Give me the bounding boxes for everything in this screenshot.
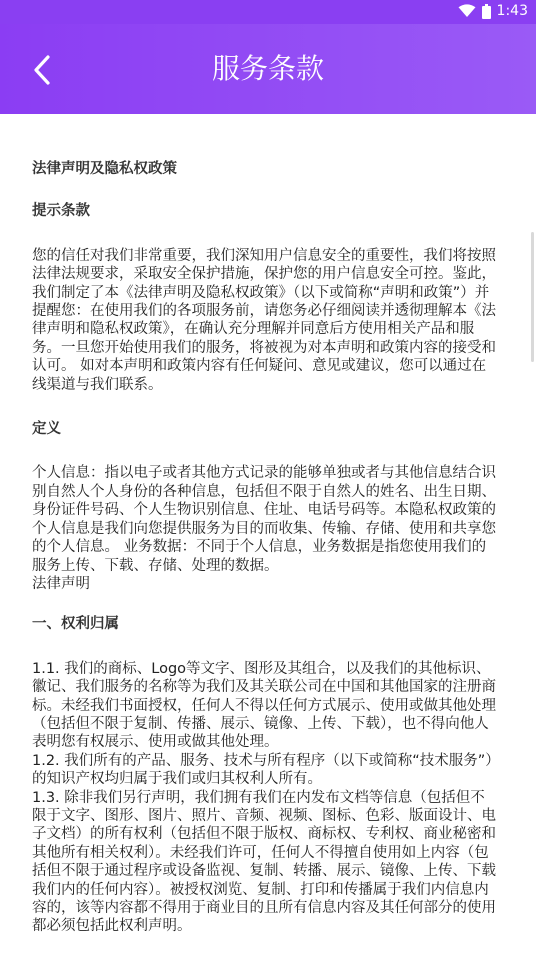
heading-legal-privacy: 法律声明及隐私权政策 [32, 161, 177, 177]
app-bar [0, 24, 536, 114]
terms-content[interactable] [0, 114, 536, 953]
paragraph-1-2: 1.2. 我们所有的产品、服务、技术与所有程序（以下或简称“技术服务”）的知识产权均归属于我们或归其权利人所有。 [32, 752, 493, 788]
page-title: 服务条款 [211, 52, 324, 85]
scrollbar[interactable] [531, 232, 534, 362]
heading-tips: 提示条款 [32, 203, 90, 220]
heading-ownership: 一、权利归属 [32, 616, 119, 633]
heading-definitions: 定义 [32, 421, 61, 438]
paragraph-definitions: 个人信息：指以电子或者其他方式记录的能够单独或者与其他信息结合识别自然人个人身份的各种信息，包括但不限于自然人的姓名、出生日期、身份证件号码、个人生物识别信息、住址、电话号码等。本隐私权政策的个人信息是我们向您提供服务为目的而收集、传输、存储、使用和共享您的个人信息。 业务数据：不同于个人信息，业务数据是指您使用我们的服务上传、下载、存储、处理的数据。 [32, 465, 496, 574]
paragraph-1-3: 1.3. 除非我们另行声明，我们拥有我们在内发布文档等信息（包括但不限于文字、图形、图片、照片、音频、视频、图标、色彩、版面设计、电子文档）的所有权利（包括但不限于版权、商标权、专利权、商业秘密和其他所有相关权利）。未经我们许可，任何人不得擅自使用如上内容（包括但不限于通过程序或设备监视、复制、转播、展示、镜像、上传、下载我们内的任何内容）。被授权浏览、复制、打印和传播属于我们内信息内容的，该等内容都不得用于商业目的且所有信息内容及其任何部分的使用都必须包括此权利声明。 [32, 789, 496, 935]
status-time: 1:43 [496, 3, 528, 19]
status-icons [458, 3, 528, 19]
wifi-icon [458, 4, 476, 18]
paragraph-1-1: 1.1. 我们的商标、Logo等文字、图形及其组合，以及我们的其他标识、徽记、我们服务的名称等为我们及其关联公司在中国和其他国家的注册商标。未经我们书面授权，任何人不得以任何方式展示、使用或做其他处理（包括但不限于复制、传播、展示、镜像、上传、下载），也不得向他人表明您有权展示、使用或做其他处理。 [32, 660, 496, 751]
paragraph-tips: 您的信任对我们非常重要，我们深知用户信息安全的重要性，我们将按照法律法规要求，采取安全保护措施，保护您的用户信息安全可控。鉴此，我们制定了本《法律声明及隐私权政策》（以下或简称“声明和政策”）并提醒您：在使用我们的各项服务前，请您务必仔细阅读并透彻理解本《法律声明和隐私权政策》，在确认充分理解并同意后方使用相关产品和服务。一旦您开始使用我们的服务，将被视为对本声明和政策内容的接受和认可。 如对本声明和政策内容有任何疑问、意见或建议，您可以通过在线渠道与我们联系。 [32, 247, 496, 393]
line-legal-statement: 法律声明 [32, 575, 90, 592]
battery-icon [482, 4, 491, 19]
status-bar [0, 0, 536, 24]
terms-document [0, 114, 536, 936]
